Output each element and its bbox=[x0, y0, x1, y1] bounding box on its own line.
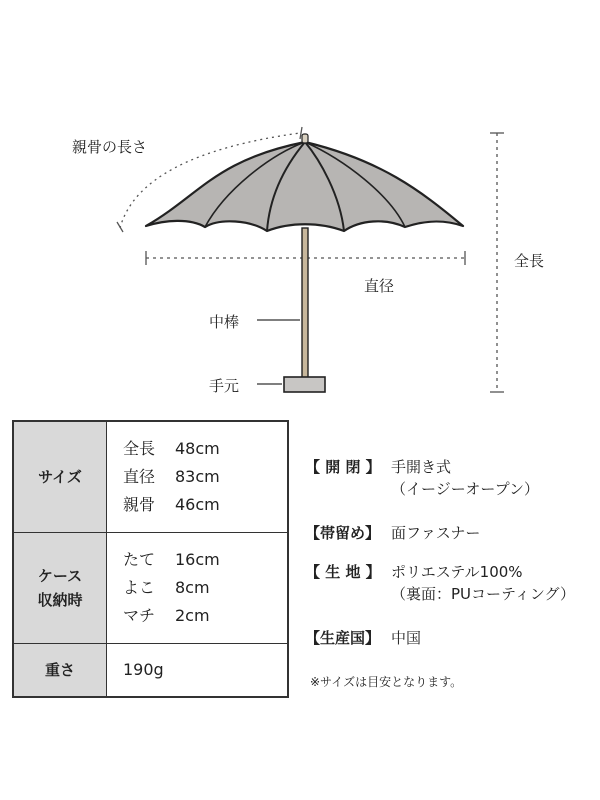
info-tag: 【 生 地 】 bbox=[305, 563, 381, 581]
diameter-label: 直径 bbox=[364, 277, 395, 295]
info-value: 面ファスナー bbox=[391, 524, 481, 542]
spec-item: マチ 2cm bbox=[123, 606, 210, 625]
info-value: 手開き式 （イージーオープン） bbox=[391, 458, 540, 498]
size-note: ※サイズは目安となります。 bbox=[310, 675, 463, 689]
info-fabric bbox=[305, 561, 575, 605]
handle-label: 手元 bbox=[209, 377, 240, 395]
spec-item: 190g bbox=[123, 660, 164, 679]
rib-length-label: 親骨の長さ bbox=[72, 138, 148, 156]
spec-row-weight bbox=[13, 644, 288, 698]
shaft-label: 中棒 bbox=[209, 313, 240, 331]
info-tag: 【生産国】 bbox=[305, 629, 381, 647]
spec-header-case: ケース 収納時 bbox=[13, 533, 107, 644]
info-tag: 【帯留め】 bbox=[305, 524, 381, 542]
spec-item: 親骨 46cm bbox=[123, 495, 220, 514]
info-band bbox=[305, 522, 480, 544]
spec-header-size: サイズ bbox=[13, 421, 107, 533]
spec-item: 全長 48cm bbox=[123, 439, 220, 458]
info-value: ポリエステル100% （裏面：PUコーティング） bbox=[391, 563, 575, 603]
info-tag: 【 開 閉 】 bbox=[305, 458, 381, 476]
info-origin bbox=[305, 627, 421, 649]
total-length-label: 全長 bbox=[514, 252, 545, 270]
spec-row-case bbox=[13, 533, 288, 644]
spec-header-weight: 重さ bbox=[13, 644, 107, 698]
spec-item: たて 16cm bbox=[123, 550, 220, 569]
spec-item: よこ 8cm bbox=[123, 578, 210, 597]
spec-row-size bbox=[13, 421, 288, 533]
info-value: 中国 bbox=[391, 629, 422, 647]
spec-item: 直径 83cm bbox=[123, 467, 220, 486]
info-opening bbox=[305, 456, 539, 500]
spec-table bbox=[12, 420, 289, 698]
